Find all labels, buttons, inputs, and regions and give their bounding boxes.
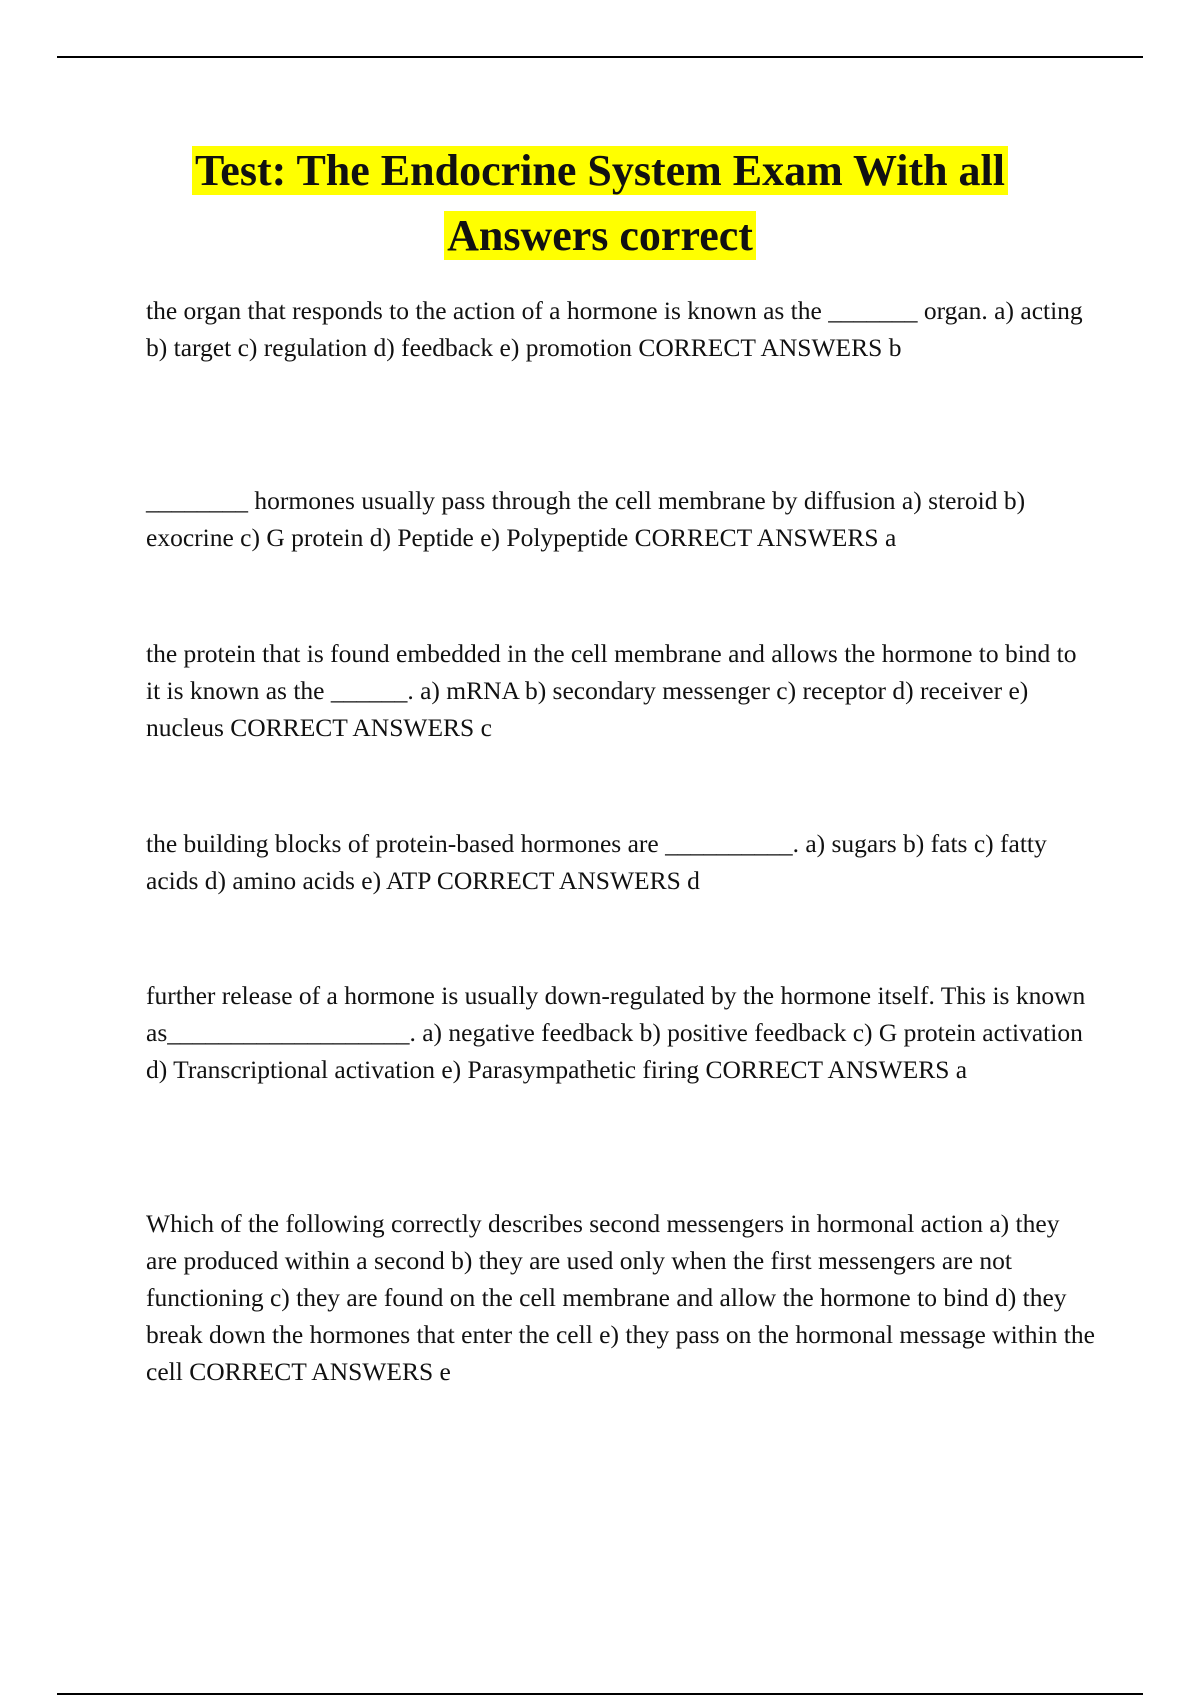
answer-value: a <box>884 523 897 552</box>
question-2 <box>146 482 1096 556</box>
title-line-1: Test: The Endocrine System Exam With all <box>192 146 1008 195</box>
bottom-rule <box>57 1693 1143 1695</box>
question-1 <box>146 292 1096 366</box>
question-text: the protein that is found embedded in the cell membrane and allows the hormone to bind to it is known as the ______. a) mRNA b) secondary messenger c) receptor d) receiver e) nucleus <box>146 639 1077 742</box>
title-line-2: Answers correct <box>444 211 756 260</box>
page-title <box>100 138 1100 268</box>
question-text: the organ that responds to the action of a hormone is known as the _______ organ. a) acting b) target c) regulation d) feedback e) promotion <box>146 296 1083 362</box>
answer-label: CORRECT ANSWERS <box>230 713 475 742</box>
answer-value: b <box>888 333 902 362</box>
top-rule <box>57 56 1143 58</box>
question-text: ________ hormones usually pass through the cell membrane by diffusion a) steroid b) exocrine c) G protein d) Peptide e) Polypeptide <box>146 486 1026 552</box>
answer-value: a <box>955 1055 968 1084</box>
answer-value: d <box>687 866 700 895</box>
question-3 <box>146 635 1096 746</box>
question-text: further release of a hormone is usually down-regulated by the hormone itself. This is known as___________________. a) negative feedback b) positive feedback c) G protein activation d) Transcriptional activation e) Parasympathetic firing <box>146 981 1086 1084</box>
answer-label: CORRECT ANSWERS <box>705 1055 950 1084</box>
question-text: Which of the following correctly describes second messengers in hormonal action a) they are produced within a second b) they are used only when the first messengers are not functioning c) they are found on the cell membrane and allow the hormone to bind d) they break down the hormones that enter the cell e) they pass on the hormonal message within the cell <box>146 1209 1095 1386</box>
answer-value: c <box>480 713 492 742</box>
question-text: the building blocks of protein-based hormones are __________. a) sugars b) fats c) fatty acids d) amino acids e) ATP <box>146 829 1047 895</box>
answer-label: CORRECT ANSWERS <box>638 333 883 362</box>
question-6 <box>146 1205 1096 1390</box>
question-4 <box>146 825 1096 899</box>
question-5 <box>146 977 1096 1088</box>
answer-label: CORRECT ANSWERS <box>634 523 879 552</box>
answer-value: e <box>439 1357 451 1386</box>
answer-label: CORRECT ANSWERS <box>189 1357 434 1386</box>
answer-label: CORRECT ANSWERS <box>436 866 681 895</box>
